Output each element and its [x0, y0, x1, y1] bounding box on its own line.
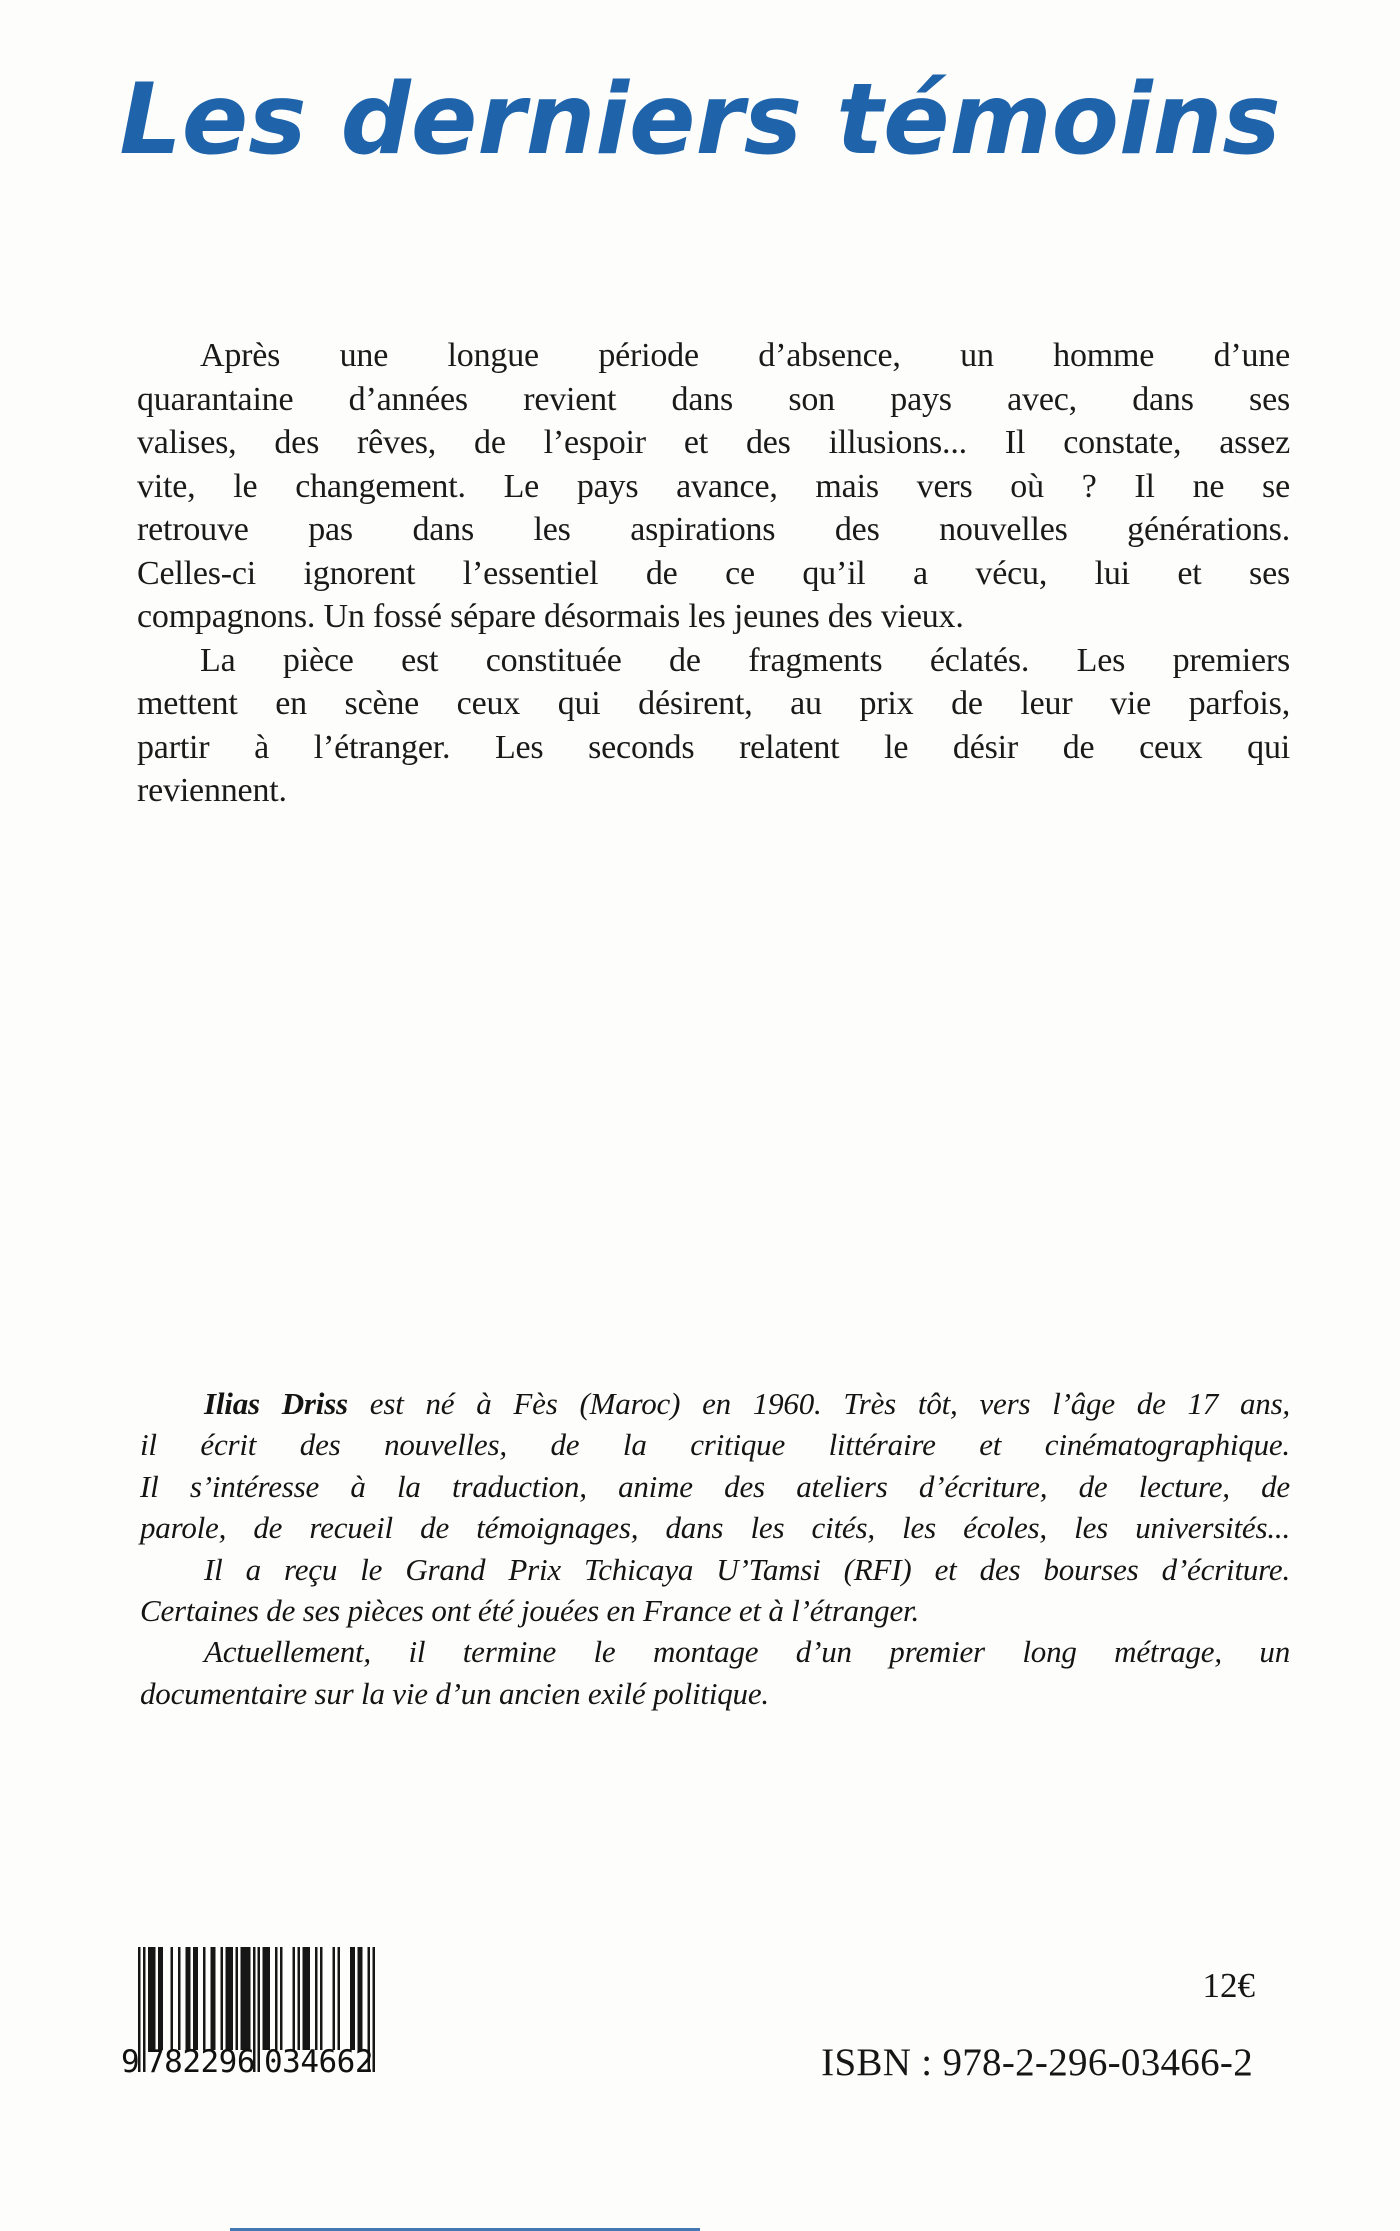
- barcode-digit-first: 9: [121, 2044, 140, 2080]
- barcode-digits-right: 034662: [264, 2044, 373, 2080]
- text-line: reviennent.: [137, 772, 287, 809]
- text-line: valises, des rêves, de l’espoir et des illusions... Il constate, assez: [137, 424, 1290, 461]
- text-line: La pièce est constituée de fragments éclatés. Les premiers: [200, 641, 1290, 679]
- text-line: Après une longue période d’absence, un homme d’une: [200, 337, 1290, 374]
- text-line: vite, le changement. Le pays avance, mais vers où ? Il ne se: [137, 467, 1290, 505]
- text-line: Celles-ci ignorent l’essentiel de ce qu’il a vécu, lui et ses: [137, 554, 1290, 592]
- text-line: Actuellement, il termine le montage d’un premier long métrage, un: [204, 1634, 1290, 1670]
- price-label: 12€: [1202, 1966, 1255, 2005]
- text-line: Il s’intéresse à la traduction, anime des ateliers d’écriture, de lecture, de: [140, 1468, 1290, 1504]
- text-line: Certaines de ses pièces ont été jouées en France et à l’étranger.: [140, 1593, 919, 1629]
- barcode-digits-left: 782296: [146, 2044, 255, 2080]
- text-line: il écrit des nouvelles, de la critique littéraire et cinématographique.: [140, 1427, 1290, 1463]
- synopsis-text: [137, 334, 1290, 813]
- text-line: Il a reçu le Grand Prix Tchicaya U’Tamsi (RFI) et des bourses d’écriture.: [204, 1551, 1290, 1587]
- text-line: partir à l’étranger. Les seconds relatent le désir de ceux qui: [137, 728, 1290, 766]
- text-line: parole, de recueil de témoignages, dans les cités, les écoles, les universités...: [140, 1510, 1290, 1546]
- text-line: mettent en scène ceux qui désirent, au prix de leur vie parfois,: [137, 685, 1290, 722]
- barcode: [121, 1947, 391, 2079]
- text-line: documentaire sur la vie d’un ancien exilé politique.: [140, 1675, 769, 1711]
- isbn-label: ISBN : 978-2-296-03466-2: [821, 2041, 1253, 2084]
- author-bio-text: [140, 1383, 1290, 1714]
- author-name-bold: Ilias Driss: [204, 1386, 348, 1421]
- text-line: Ilias Driss est né à Fès (Maroc) en 1960. Très tôt, vers l’âge de 17 ans,: [204, 1386, 1290, 1421]
- text-line: retrouve pas dans les aspirations des nouvelles générations.: [137, 511, 1290, 548]
- text-line: compagnons. Un fossé sépare désormais les jeunes des vieux.: [137, 598, 964, 635]
- book-title: Les derniers témoins: [119, 63, 1281, 177]
- text-line: quarantaine d’années revient dans son pays avec, dans ses: [137, 380, 1290, 418]
